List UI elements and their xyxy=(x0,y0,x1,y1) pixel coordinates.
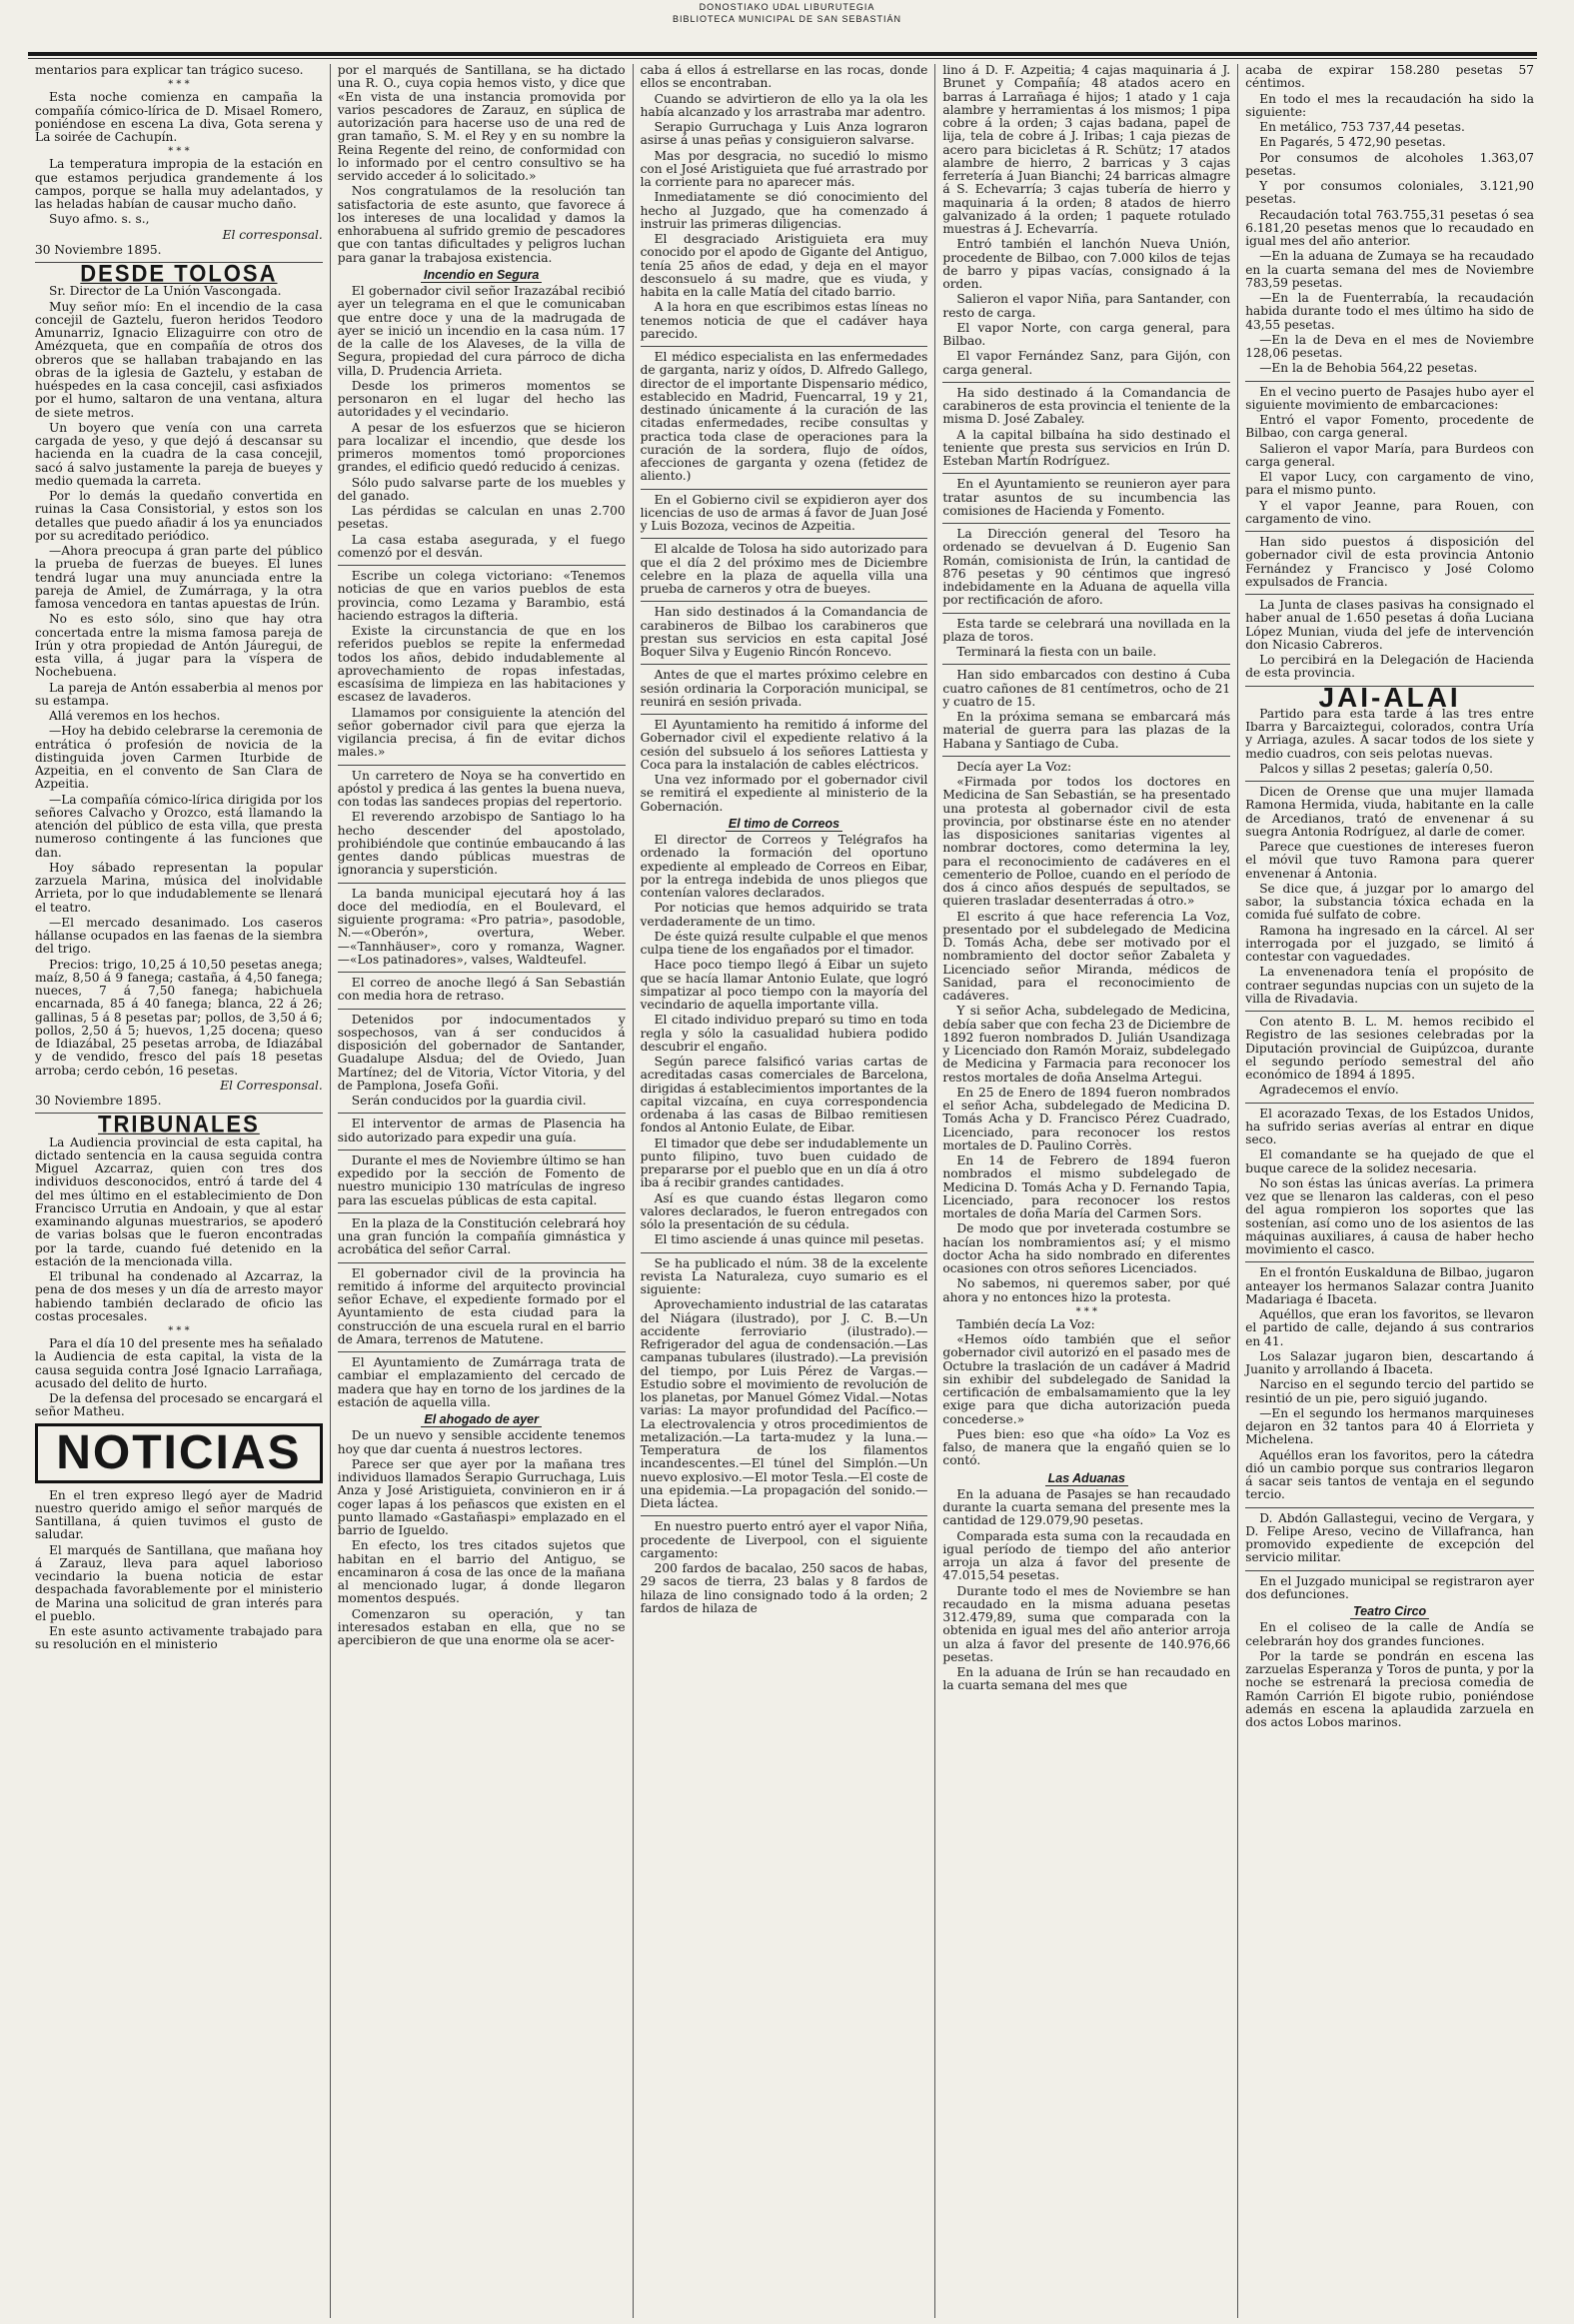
paragraph: Suyo afmo. s. s., xyxy=(49,212,150,227)
section-title-text: El ahogado de ayer xyxy=(421,1412,542,1427)
paragraph: La envenenadora tenía el propósito de contraer segundas nupcias con un sujeto de la villa de Rivadavia. xyxy=(1245,965,1534,1006)
paragraph: El citado individuo preparó su timo en toda regla y sólo la casualidad hubiera podido descubrir el engaño. xyxy=(640,1013,928,1054)
paragraph: —En la de Deva en el mes de Noviembre 128,06 pesetas. xyxy=(1245,332,1534,360)
divider xyxy=(1245,1011,1534,1012)
paragraph: El interventor de armas de Plasencia ha sido autorizado para expedir una guía. xyxy=(337,1117,626,1145)
paragraph: En la aduana de Pasajes se han recaudado durante la cuarta semana del presente mes la cantidad de 129.079,90 pesetas. xyxy=(942,1486,1231,1528)
paragraph: En nuestro puerto entró ayer el vapor Niña, procedente de Liverpool, con el siguiente cargamento: xyxy=(640,1519,928,1560)
divider xyxy=(641,1252,928,1253)
paragraph: Durante todo el mes de Noviembre se han recaudado en la misma aduana pesetas 312.479,89, suma que comparada con la obtenida en igual mes del año anterior arroja un alza á favor del presente de 140.976,66 pesetas. xyxy=(942,1583,1231,1664)
paragraph: En efecto, los tres citados sujetos que habitan en el barrio del Antiguo, se encaminaron á cosa de las once de la mañana al mencionado lugar, á donde llegaron momentos después. xyxy=(337,1538,626,1606)
paragraph: El gobernador civil señor Irazazábal recibió ayer un telegrama en el que le comunicaban que entre doce y una de la madrugada de ayer se inició un incendio en la casa núm. 17 de la calle de los Alaveses, de la villa de Segura, propiedad del cura párroco de dicha villa, D. Prudencia Arrieta. xyxy=(337,284,626,378)
paragraph: Terminará la fiesta con un baile. xyxy=(956,645,1157,659)
divider xyxy=(641,538,928,539)
paragraph: —En la de Behobia 564,22 pesetas. xyxy=(1259,361,1478,376)
paragraph: En el tren expreso llegó ayer de Madrid nuestro querido amigo el señor marqués de Santillana, á quien tuvimos el gusto de saludar. xyxy=(35,1487,323,1542)
separator-asterisks: * * * xyxy=(168,146,190,158)
paragraph: Inmediatamente se dió conocimiento del hecho al Juzgado, que ha comenzado á instruir las primeras diligencias. xyxy=(640,190,928,231)
paragraph: —Hoy ha debido celebrarse la ceremonia de entrática ó profesión de novicia de la distinguida joven Carmen Iturbide de Azpeitia, en el convento de San Clara de Azpeitia. xyxy=(35,724,323,792)
paragraph: En el frontón Euskalduna de Bilbao, jugaron anteayer los hermanos Salazar contra Juanito Madariaga é Ibaceta. xyxy=(1245,1265,1534,1306)
paragraph: Un carretero de Noya se ha convertido en apóstol y predica á las gentes la buena nueva, con todas las sandeces propias del repertorio. xyxy=(337,768,626,809)
paragraph: Aprovechamiento industrial de las cataratas del Niágara (ilustrado), por J. C. B.—Un accidente ferroviario (ilustrado).—Refrigerador del agua de condensación.—Las campanas tubulares (ilustrado).—La previsión del tiempo, por Luis Pérez de Vargas.—Estudio sobre el movimiento de revolución de los planetas, por Manuel Gómez Vidal.—Notas varias: La mayor profundidad del Pacífico.—La electrovalencia y otros procedimientos de metalización.—La tarta-mudez y la luna.—Temperatura de los filamentos incandescentes.—El túnel del Simplón.—Un nuevo explosivo.—El motor Tesla.—El coste de una epidemia.—La propagación del sonido.—Dieta láctea. xyxy=(640,1297,928,1510)
paragraph: 200 fardos de bacalao, 250 sacos de habas, 29 sacos de tierra, 23 balas y 8 fardos de hilaza de lino consignado todo á la orden; 2 fardos de hilaza de xyxy=(640,1561,928,1615)
paragraph: El Ayuntamiento de Zumárraga trata de cambiar el emplazamiento del cercado de madera que hay en torno de los jardines de la estación de aquella villa. xyxy=(337,1355,626,1409)
paragraph: En el vecino puerto de Pasajes hubo ayer el siguiente movimiento de embarcaciones: xyxy=(1245,384,1534,412)
paragraph: El acorazado Texas, de los Estados Unidos, ha sufrido serias averías al entrar en dique seco. xyxy=(1245,1106,1534,1147)
paragraph: Han sido destinados á la Comandancia de carabineros de Bilbao los carabineros que prestan sus servicios en esta capital José Boquer Silva y Eugenio Rincón Roncevo. xyxy=(640,605,928,659)
paragraph: acaba de expirar 158.280 pesetas 57 céntimos. xyxy=(1245,64,1534,91)
paragraph: Por lo demás la quedaño convertida en ruinas la Casa Consistorial, y estos son los detalles que puedo añadir á los ya enunciados por su acreditado periódico. xyxy=(35,489,323,543)
separator-asterisks: * * * xyxy=(168,1325,190,1336)
paragraph: Aquéllos eran los favoritos, pero la cátedra dió un cambio porque sus contrarios llegaron á sacar seis tantos de ventaja en el segundo tercio. xyxy=(1245,1447,1534,1502)
paragraph: En el Juzgado municipal se registraron ayer dos defunciones. xyxy=(1245,1573,1534,1601)
column-3 xyxy=(634,64,936,2318)
news-columns xyxy=(28,64,1541,2318)
divider xyxy=(338,565,626,566)
dateline: 30 Noviembre 1895. xyxy=(35,242,162,257)
paragraph: El marqués de Santillana, que mañana hoy á Zarauz, lleva para aquel laborioso vecindario la buena noticia de estar despachada favorablemente por el ministerio de Marina una solicitud de gran interés para el pueblo. xyxy=(35,1542,323,1623)
paragraph: En Pagarés, 5 472,90 pesetas. xyxy=(1259,135,1446,150)
divider xyxy=(338,1009,626,1010)
section-title-text: Teatro Circo xyxy=(1350,1604,1429,1619)
divider xyxy=(942,613,1230,614)
paragraph: El correo de anoche llegó á San Sebastián con media hora de retraso. xyxy=(337,976,626,1004)
paragraph: Parece que cuestiones de intereses fueron el móvil que tuvo Ramona para querer envenenar á Antonia. xyxy=(1245,840,1534,881)
paragraph: De la defensa del procesado se encargará el señor Matheu. xyxy=(35,1391,323,1419)
section-title-ahogado xyxy=(338,1413,626,1426)
paragraph: De éste quizá resulte culpable el que menos culpa tiene de los engañados por el timador. xyxy=(640,929,928,957)
column-1 xyxy=(28,64,331,2318)
divider xyxy=(338,1351,626,1352)
library-name-basque: DONOSTIAKO UDAL LIBURUTEGIA xyxy=(699,2,875,12)
divider xyxy=(1245,381,1534,382)
paragraph: Dicen de Orense que una mujer llamada Ramona Hermida, viuda, habitante en la calle de Arcedianos, trató de envenenar á su suegra Antonia Rodríguez, al darle de comer. xyxy=(1245,785,1534,839)
paragraph: Parece ser que ayer por la mañana tres individuos llamados Serapio Gurruchaga, Luis Anza y José Aristiguieta, convinieron en ir á coger lapas á los peñascos que existen en el punto llamado «Gastañaspi» emplazado en el barrio de Igueldo. xyxy=(337,1456,626,1537)
paragraph: Por consumos de alcoholes 1.363,07 pesetas. xyxy=(1245,150,1534,178)
paragraph: El alcalde de Tolosa ha sido autorizado para que el día 2 del próximo mes de Diciembre celebre en la plaza de aquella villa una prueba de carneros y otra de bueyes. xyxy=(640,542,928,596)
section-title-jai-alai: JAI-ALAI xyxy=(1318,681,1461,713)
paragraph: La banda municipal ejecutará hoy á las doce del mediodía, en el Boulevard, el siguiente programa: «Pro patria», pasodoble, N.—«Oberón», overtura, Weber.—«Tannhäuser», coro y romanza, Wagner.—«Los patinadores», valses, Waldteufel. xyxy=(337,886,626,967)
paragraph: Entró el vapor Fomento, procedente de Bilbao, con carga general. xyxy=(1245,413,1534,441)
divider xyxy=(1245,1570,1534,1571)
paragraph: Hoy sábado representan la popular zarzuela Marina, música del inolvidable Arrieta, por lo que indudablemente se llenará el teatro. xyxy=(35,860,323,915)
paragraph: En el coliseo de la calle de Andía se celebrarán hoy dos grandes funciones. xyxy=(1245,1620,1534,1648)
dateline: 30 Noviembre 1895. xyxy=(35,1094,162,1108)
paragraph: El vapor Norte, con carga general, para Bilbao. xyxy=(942,320,1231,348)
paragraph: mentarios para explicar tan trágico suceso. xyxy=(35,64,304,77)
divider xyxy=(1245,1103,1534,1104)
divider xyxy=(641,1515,928,1516)
divider xyxy=(641,601,928,602)
paragraph: En 25 de Enero de 1894 fueron nombrados el señor Acha, subdelegado de Medicina D. Tomás Acha y D. Francisco Pérez Cuadrado, Licenciado, para reconocer los restos mortales de D. Paulino Corrès. xyxy=(942,1085,1231,1153)
paragraph: En este asunto activamente trabajado para su resolución en el ministerio xyxy=(35,1624,323,1652)
paragraph: La casa estaba asegurada, y el fuego comenzó por el desván. xyxy=(337,532,626,560)
column-5 xyxy=(1238,64,1541,2318)
paragraph: Ramona ha ingresado en la cárcel. Al ser interrogada por el juzgado, se limitó á contestar con vaguedades. xyxy=(1245,923,1534,964)
paragraph: Comparada esta suma con la recaudada en igual período de tiempo del año anterior arroja un alza á favor del presente de 47.015,54 pesetas. xyxy=(942,1528,1231,1583)
paragraph: La temperatura impropia de la estación en que estamos perjudica grandemente á los campos, porque se halla muy adelantados, y las heladas habían de causar mucho daño. xyxy=(35,157,323,211)
paragraph: —En la de Fuenterrabía, la recaudación habida durante todo el mes último ha sido de 43,55 pesetas. xyxy=(1245,291,1534,332)
paragraph: Cuando se advirtieron de ello ya la ola les había alcanzado y los arrastraba mar adentro. xyxy=(640,91,928,119)
divider xyxy=(1245,781,1534,782)
paragraph: Decía ayer La Voz: xyxy=(956,759,1072,774)
paragraph: Y por consumos coloniales, 3.121,90 pesetas. xyxy=(1245,179,1534,207)
paragraph: Hace poco tiempo llegó á Eibar un sujeto que se hacía llamar Antonio Eulate, que logró simpatizar al poco tiempo con la mayoría del vecindario de aquella importante villa. xyxy=(640,958,928,1012)
paragraph: Un boyero que venía con una carreta cargada de yeso, y que dejó á descansar su hacienda en la cuadra de la casa concejil, sacó á salvo justamente la pareja de bueyes y medio quemada la carreta. xyxy=(35,420,323,488)
paragraph: —Ahora preocupa á gran parte del público la prueba de fuerzas de bueyes. El lunes tendrá lugar una muy anunciada entre la pareja de Amiel, de Zumárraga, y la otra famosa vencedora en tantas apuestas de Irún. xyxy=(35,544,323,611)
divider xyxy=(641,664,928,665)
paragraph: En la próxima semana se embarcará más material de guerra para las plazas de la Habana y Santiago de Cuba. xyxy=(942,710,1231,751)
signature: El corresponsal. xyxy=(222,227,323,242)
paragraph: En todo el mes la recaudación ha sido la siguiente: xyxy=(1245,91,1534,119)
paragraph: Muy señor mío: En el incendio de la casa concejil de Gaztelu, fueron heridos Teodoro Amunarriz, Ignacio Elizaguirre con otro de Amézqueta, que en compañía de otros dos obreros que se hallaban trabajando en las obras de la iglesia de Gaztelu, y estaban de huéspedes en la casa concejil, casi asfixiados por el humo, saltaron de una ventana, altura de siete metros. xyxy=(35,299,323,420)
divider xyxy=(338,972,626,973)
paragraph: Se dice que, á juzgar por lo amargo del sabor, la substancia tóxica echada en la comida fué sulfato de cobre. xyxy=(1245,881,1534,923)
section-title-teatro-circo xyxy=(1245,1605,1534,1618)
divider xyxy=(641,346,928,347)
paragraph: A pesar de los esfuerzos que se hicieron para localizar el incendio, que desde los primeros momentos tomó proporciones grandes, el edificio quedó reducido á cenizas. xyxy=(337,420,626,475)
paragraph: Se ha publicado el núm. 38 de la excelente revista La Naturaleza, cuyo sumario es el siguiente: xyxy=(640,1255,928,1296)
paragraph: por el marqués de Santillana, se ha dictado una R. O., cuya copia hemos visto, y dice que «En vista de una instancia promovida por varios pescadores de Zarauz, en súplica de autorización para hacerse uso de una red de gran tamaño, S. M. el Rey y en su nombre la Reina Regente del reino, de conformidad con lo informado por el centro consultivo se ha servido acceder á lo solicitado.» xyxy=(337,64,626,183)
masthead-rule-thin xyxy=(28,58,1537,59)
paragraph: Salieron el vapor María, para Burdeos con carga general. xyxy=(1245,441,1534,469)
paragraph: Mas por desgracia, no sucedió lo mismo con el José Aristiguieta que fué arrastrado por la corriente para no aparecer más. xyxy=(640,148,928,189)
divider xyxy=(942,473,1230,474)
section-title-text: Las Aduanas xyxy=(1045,1471,1128,1486)
paragraph: Los Salazar jugaron bien, descartando á Juanito y arrollando á Ibaceta. xyxy=(1245,1348,1534,1376)
paragraph: Comenzaron su operación, y tan interesados estaban en ella, que no se apercibieron de que una enorme ola se acer- xyxy=(337,1606,626,1647)
column-4 xyxy=(935,64,1238,2318)
paragraph: —El mercado desanimado. Los caseros hállanse ocupados en las faenas de la siembra del trigo. xyxy=(35,915,323,957)
paragraph: No sabemos, ni queremos saber, por qué ahora y no entonces hizo la protesta. xyxy=(942,1276,1231,1304)
paragraph: Pues bien: eso que «ha oído» La Voz es falso, de manera que la engañó quien se lo contó. xyxy=(942,1426,1231,1468)
paragraph: —La compañía cómico-lírica dirigida por los señores Calvacho y Orozco, está llamando la atención del público de esta villa, que presta numeroso contingente á las funciones que dan. xyxy=(35,792,323,860)
divider xyxy=(942,382,1230,383)
paragraph: «Firmada por todos los doctores en Medicina de San Sebastián, se ha presentado una protesta al gobernador civil de esta provincia, por obstinarse éste en no atender las disposiciones sanitarias vigentes al nombrar doctores, como determina la ley, para el reconocimiento de cadáveres en el cementerio de Polloe, cuando en el período de dos á cinco años después de sepultados, se quieren trasladar desenterradas á otro.» xyxy=(942,775,1231,909)
library-header xyxy=(0,0,1574,56)
paragraph: Nos congratulamos de la resolución tan satisfactoria de este asunto, que favorece á los intereses de una localidad y damos la enhorabuena al sufrido gremio de pescadores que con tantas dificultades y peligros luchan para ganar la trabajosa existencia. xyxy=(337,184,626,265)
paragraph: Detenidos por indocumentados y sospechosos, van á ser conducidos á disposición del gobernador de Santander, Guadalupe Alsdua; del de Oviedo, Juan Martínez; del de Vitoria, Víctor Vitoria, y del de Pamplona, Josefa Goñi. xyxy=(337,1012,626,1093)
paragraph: Sr. Director de La Unión Vascongada. xyxy=(49,284,282,299)
paragraph: Con atento B. L. M. hemos recibido el Registro de las sesiones celebradas por la Diputación provincial de Guipúzcoa, durante el segundo período semestral del año económico de 1894 á 1895. xyxy=(1245,1015,1534,1082)
paragraph: Agradecemos el envío. xyxy=(1259,1083,1399,1098)
separator-asterisks: * * * xyxy=(1075,1305,1097,1317)
paragraph: Durante el mes de Noviembre último se han expedido por la sección de Fomento de nuestro municipio 130 matrículas de ingreso para las escuelas públicas de esta capital. xyxy=(337,1153,626,1207)
section-title-text: Incendio en Segura xyxy=(421,268,542,283)
divider xyxy=(338,883,626,884)
signature: El Corresponsal. xyxy=(220,1078,323,1093)
masthead-rule-thick xyxy=(28,52,1537,56)
paragraph: Entró también el lanchón Nueva Unión, procedente de Bilbao, con 7.000 kilos de tejas de barro y pipas vacías, consignado á la orden. xyxy=(942,237,1231,291)
paragraph: La Dirección general del Tesoro ha ordenado se devuelvan á D. Eugenio San Román, comisionista de Irún, la cantidad de 876 pesetas y 90 céntimos que ingresó indebidamente en la Aduana de aquella villa por rectificación de aforo. xyxy=(942,527,1231,608)
paragraph: El director de Correos y Telégrafos ha ordenado la formación del oportuno expediente al empleado de Correos en Eibar, por la entrega indebida de unos pliegos que contenían valores declarados. xyxy=(640,833,928,900)
paragraph: En metálico, 753 737,44 pesetas. xyxy=(1259,120,1465,134)
paragraph: En el Ayuntamiento se reunieron ayer para tratar asuntos de su incumbencia las comisiones de Hacienda y Fomento. xyxy=(942,477,1231,518)
paragraph: «Hemos oído también que el señor gobernador civil autorizó en el pasado mes de Octubre la traslación de un cadáver á Madrid sin exhibir del subdelegado de Sanidad la certificación de embalsamamiento que la ley exige para que dicha autorización pueda concederse.» xyxy=(942,1332,1231,1426)
divider xyxy=(942,756,1230,757)
paragraph: Según parece falsificó varias cartas de acreditadas casas comerciales de Barcelona, dirigidas á establecimientos importantes de la capital vizcaína, en cuya correspondencia ordenaba á las casas de Bilbao remitiesen fondos al Antonio Eulate, de Eibar. xyxy=(640,1055,928,1136)
paragraph: Escribe un colega victoriano: «Tenemos noticias de que en varios pueblos de esta provincia, como Lezama y Barambio, está haciendo estragos la difteria. xyxy=(337,569,626,623)
column-2 xyxy=(331,64,634,2318)
divider xyxy=(1245,1261,1534,1262)
section-title-incendio xyxy=(338,269,626,282)
divider xyxy=(641,714,928,715)
paragraph: También decía La Voz: xyxy=(956,1316,1095,1331)
paragraph: El escrito á que hace referencia La Voz, presentado por el subdelegado de Medicina D. Tomás Acha, debe ser motivado por el nombramiento del doctor señor Zabaleta y Licenciado señor Miranda, médicos de Sanidad, para el reconocimiento de cadáveres. xyxy=(942,909,1231,1003)
paragraph: —En el segundo los hermanos marquineses dejaron en 32 tantos para 40 á Elorrieta y Michelena. xyxy=(1245,1405,1534,1447)
paragraph: No son éstas las únicas averías. La primera vez que se llenaron las calderas, con el peso del agua rompieron los soportes que las sostenían, así como uno de los asientos de las máquinas auxiliares, á causa de haber hecho movimiento el casco. xyxy=(1245,1175,1534,1256)
paragraph: D. Abdón Gallastegui, vecino de Vergara, y D. Felipe Areso, vecino de Villafranca, han promovido expediente de excepción del servicio militar. xyxy=(1245,1510,1534,1565)
paragraph: El desgraciado Aristiguieta era muy conocido por el apodo de Gigante del Antiguo, tenía 25 años de edad, y deja en el mayor desconsuelo á su madre, que es viuda, y habita en la calle Matía del citado barrio. xyxy=(640,232,928,299)
paragraph: De modo que por inveterada costumbre se hacían los nombramientos así; y el mismo doctor Acha ha sido nombrado en diferentes ocasiones con otros señores Licenciados. xyxy=(942,1221,1231,1275)
divider xyxy=(338,1150,626,1151)
divider xyxy=(338,765,626,766)
paragraph: Y el vapor Jeanne, para Rouen, con cargamento de vino. xyxy=(1245,498,1534,526)
paragraph: El médico especialista en las enfermedades de garganta, nariz y oídos, D. Alfredo Gallego, director de el importante Dispensario médico, establecido en Madrid, Fuencarral, 19 y 21, destinado únicamente á la curación de las citadas enfermedades, recibe consultas y practica toda clase de operaciones para la curación de la sordera, flujo de oídos, afecciones de garganta y ozena (fetidez de aliento.) xyxy=(640,350,928,484)
divider xyxy=(1245,531,1534,532)
section-title-aduanas xyxy=(942,1472,1230,1485)
paragraph: Esta tarde se celebrará una novillada en la plaza de toros. xyxy=(942,616,1231,644)
section-title-desde-tolosa: DESDE TOLOSA xyxy=(80,259,278,288)
divider xyxy=(338,1113,626,1114)
divider xyxy=(942,664,1230,665)
paragraph: Y si señor Acha, subdelegado de Medicina, debía saber que con fecha 23 de Diciembre de 1892 fueron nombrados D. Julián Usandizaga y Licenciado don Ramón Moraiz, subdelegado de Medicina y Farmacia para reconocer los restos mortales de doña Anselma Artegui. xyxy=(942,1004,1231,1085)
paragraph: No es esto sólo, sino que hay otra concertada entre la misma famosa pareja de Irún y otra propiedad de Antón Jáuregui, de esta villa, á jugar para la víspera de Nochebuena. xyxy=(35,612,323,680)
divider xyxy=(338,1212,626,1213)
paragraph: Han sido embarcados con destino á Cuba cuatro cañones de 81 centímetros, ocho de 21 y cuatro de 15. xyxy=(942,668,1231,709)
paragraph: El vapor Lucy, con cargamento de vino, para el mismo punto. xyxy=(1245,470,1534,498)
paragraph: —En la aduana de Zumaya se ha recaudado en la cuarta semana del mes de Noviembre 783,59 pesetas. xyxy=(1245,249,1534,290)
section-title-timo xyxy=(641,818,928,831)
library-name-spanish: BIBLIOTECA MUNICIPAL DE SAN SEBASTIÁN xyxy=(672,14,902,24)
paragraph: Allá veremos en los hechos. xyxy=(49,709,221,723)
paragraph: Por la tarde se pondrán en escena las zarzuelas Esperanza y Toros de punta, y por la noche se estrenará la preciosa comedia de Ramón Carrión El bigote rubio, poniéndose además en escena la aplaudida zarzuela en dos actos Lobos marinos. xyxy=(1245,1648,1534,1729)
paragraph: Narciso en el segundo tercio del partido se resintió de un pie, pero siguió jugando. xyxy=(1245,1377,1534,1405)
paragraph: La pareja de Antón essaberbia al menos por su estampa. xyxy=(35,680,323,708)
paragraph: La Audiencia provincial de esta capital, ha dictado sentencia en la causa seguida contra Miguel Azcarraz, quien con tres dos individuos desconocidos, entró á tarde del 4 del mes último en el establecimiento de Don Francisco Urrutia en Andoain, y que al estar examinando algunas muestrarios, se apoderó de varias bolsas que le fueron encontradas por la tarde, cuando fué detenido en la estación de la mencionada villa. xyxy=(35,1135,323,1268)
paragraph: El timador que debe ser indudablemente un punto filipino, tuvo buen cuidado de prepararse por el pueblo que en un día á otro iba á recibir grandes cantidades. xyxy=(640,1136,928,1190)
paragraph: El vapor Fernández Sanz, para Gijón, con carga general. xyxy=(942,349,1231,377)
paragraph: lino á D. F. Azpeitia; 4 cajas maquinaria á J. Brunet y Compañía; 48 atados acero en barras á Larrañaga é hijos; 1 atado y 1 caja alambre y herramientas á los mismos; 1 pipa cobre á la orden; 3 cajas badana, papel de lija, tela de cobre á J. Iribas; 1 caja piezas de acero para bicicletas á R. Schütz; 17 atados alambre de hierro, 2 barricas y 3 cajas ferretería á Juan Bianchi; 24 barricas almagre á S. Echevarría; 3 cajas tubería de hierro y maquinaria á la orden; 8 atados de hierro galvanizado á la orden; 1 paquete rotulado muestras á J. Echevarría. xyxy=(942,64,1231,236)
paragraph: Ha sido destinado á la Comandancia de carabineros de esta provincia el teniente de la misma D. José Zabaley. xyxy=(942,385,1231,427)
divider xyxy=(338,1262,626,1263)
paragraph: Aquéllos, que eran los favoritos, se llevaron el partido de calle, dejando á sus contrarios en 41. xyxy=(1245,1307,1534,1348)
paragraph: Por noticias que hemos adquirido se trata verdaderamente de un timo. xyxy=(640,901,928,929)
paragraph: Una vez informado por el gobernador civil se remitirá el expediente al ministerio de la Gobernación. xyxy=(640,773,928,814)
paragraph: caba á ellos á estrellarse en las rocas, donde ellos se encontraban. xyxy=(640,64,928,91)
divider xyxy=(942,523,1230,524)
paragraph: En 14 de Febrero de 1894 fueron nombrados el mismo subdelegado de Medicina D. Tomás Acha y D. Fernando Tapia, Licenciado, para reconocer los restos mortales de doña María del Carmen Sors. xyxy=(942,1154,1231,1220)
paragraph: El Ayuntamiento ha remitido á informe del Gobernador civil el expediente relativo á la cesión del subsuelo á los señores Lattiesta y Coca para la instalación de cables eléctricos. xyxy=(640,718,928,772)
paragraph: Esta noche comienza en campaña la compañía cómico-lírica de D. Misael Romero, poniéndose en escena La diva, Gota serena y La soirée de Cachupín. xyxy=(35,90,323,144)
paragraph: Las pérdidas se calculan en unas 2.700 pesetas. xyxy=(337,504,626,532)
section-title-tribunales: TRIBUNALES xyxy=(98,1110,260,1139)
paragraph: El timo asciende á unas quince mil pesetas. xyxy=(654,1232,924,1247)
paragraph: De un nuevo y sensible accidente tenemos hoy que dar cuenta á nuestros lectores. xyxy=(337,1428,626,1456)
paragraph: Recaudación total 763.755,31 pesetas ó sea 6.181,20 pesetas menos que lo recaudado en igual mes del año anterior. xyxy=(1245,207,1534,248)
paragraph: Existe la circunstancia de que en los referidos pueblos se repite la enfermedad todos los años, debido indudablemente al aprovechamiento de ropas infestadas, escasísima de limpieza en las habitaciones y escasez de lavaderos. xyxy=(337,624,626,705)
paragraph: Antes de que el martes próximo celebre en sesión ordinaria la Corporación municipal, se reunirá en sesión privada. xyxy=(640,668,928,709)
divider xyxy=(1245,594,1534,595)
divider xyxy=(1245,1507,1534,1508)
paragraph: Lo percibirá en la Delegación de Hacienda de esta provincia. xyxy=(1245,653,1534,681)
paragraph: La Junta de clases pasivas ha consignado el haber anual de 1.650 pesetas á doña Luciana López Munian, viuda del jefe de intervención don Nicasio Cabreros. xyxy=(1245,598,1534,652)
paragraph: Salieron el vapor Niña, para Santander, con resto de carga. xyxy=(942,292,1231,320)
section-title-text: El timo de Correos xyxy=(726,817,842,832)
paragraph: Serán conducidos por la guardia civil. xyxy=(351,1094,587,1108)
divider xyxy=(641,489,928,490)
paragraph: Serapio Gurruchaga y Luis Anza lograron asirse á unas peñas y consiguieron salvarse. xyxy=(640,120,928,148)
paragraph: Han sido puestos á disposición del gobernador civil de esta provincia Antonio Fernández y Francisco y José Colomo expulsados de Francia. xyxy=(1245,535,1534,589)
paragraph: Para el día 10 del presente mes ha señalado la Audiencia de esta capital, la vista de la causa seguida contra José Ignacio Larrañaga, acusado del delito de hurto. xyxy=(35,1336,323,1390)
paragraph: A la hora en que escribimos estas líneas no tenemos noticia de que el cadáver haya parecido. xyxy=(640,300,928,341)
paragraph: Desde los primeros momentos se personaron en el lugar del hecho las autoridades y el vecindario. xyxy=(337,378,626,420)
paragraph: El gobernador civil de la provincia ha remitido á informe del arquitecto provincial señor Echave, el expediente formado por el Ayuntamiento de esta ciudad para la construcción de una escuela rural en el barrio de Amara, terrenos de Matutene. xyxy=(337,1265,626,1346)
paragraph: El tribunal ha condenado al Azcarraz, la pena de dos meses y un día de arresto mayor habiendo también declarado de oficio las costas procesales. xyxy=(35,1269,323,1323)
paragraph: A la capital bilbaína ha sido destinado el teniente que presta sus servicios en Irún D. Esteban Martín Rodríguez. xyxy=(942,427,1231,468)
paragraph: El reverendo arzobispo de Santiago lo ha hecho descender del apostolado, prohibiéndole que continúe embaucando á las gentes dando públicas muestras de ignorancia y superstición. xyxy=(337,810,626,878)
paragraph: En la aduana de Irún se han recaudado en la cuarta semana del mes que xyxy=(942,1665,1231,1693)
paragraph: Palcos y sillas 2 pesetas; galería 0,50. xyxy=(1259,761,1493,776)
section-title-noticias: NOTICIAS xyxy=(35,1423,323,1483)
paragraph: Sólo pudo salvarse parte de los muebles y del ganado. xyxy=(337,475,626,503)
paragraph: Precios: trigo, 10,25 á 10,50 pesetas anega; maíz, 8,50 á 9 fanega; castaña, á 4,50 fanega; nueces, 7 á 7,50 fanega; habichuela encarnada, 85 á 40 fanega; blanca, 22 á 26; gallinas, 5 á 8 pesetas par; pollos, de 3,50 á 6; pollos, 2,50 á 5; huevos, 1,25 docena; queso de Idiazábal, 25 pesetas arroba, de Idiazábal y de vendido, fresco del país 18 pesetas arroba; cerdo cebón, 16 pesetas. xyxy=(35,957,323,1078)
paragraph: Partido para esta tarde á las tres entre Ibarra y Barcaiztegui, colorados, contra Uría y Arriaga, azules. A sacar todos de los siete y medio cuadros, con seis pelotas nuevas. xyxy=(1245,706,1534,761)
paragraph: El comandante se ha quejado de que el buque carece de la solidez necesaria. xyxy=(1245,1148,1534,1175)
paragraph: Así es que cuando éstas llegaron como valores declarados, le fueron entregados con sólo la presentación de su cédula. xyxy=(640,1190,928,1231)
separator-asterisks: * * * xyxy=(168,79,190,91)
paragraph: En la plaza de la Constitución celebrará hoy una gran función la compañía gimnástica y acrobática del señor Carral. xyxy=(337,1215,626,1257)
paragraph: En el Gobierno civil se expidieron ayer dos licencias de uso de armas á favor de Juan José y Luis Bozoza, vecinos de Azpeitia. xyxy=(640,492,928,533)
paragraph: Llamamos por consiguiente la atención del señor gobernador civil para que ejerza la vigilancia precisa, á fin de evitar dichos males.» xyxy=(337,705,626,760)
